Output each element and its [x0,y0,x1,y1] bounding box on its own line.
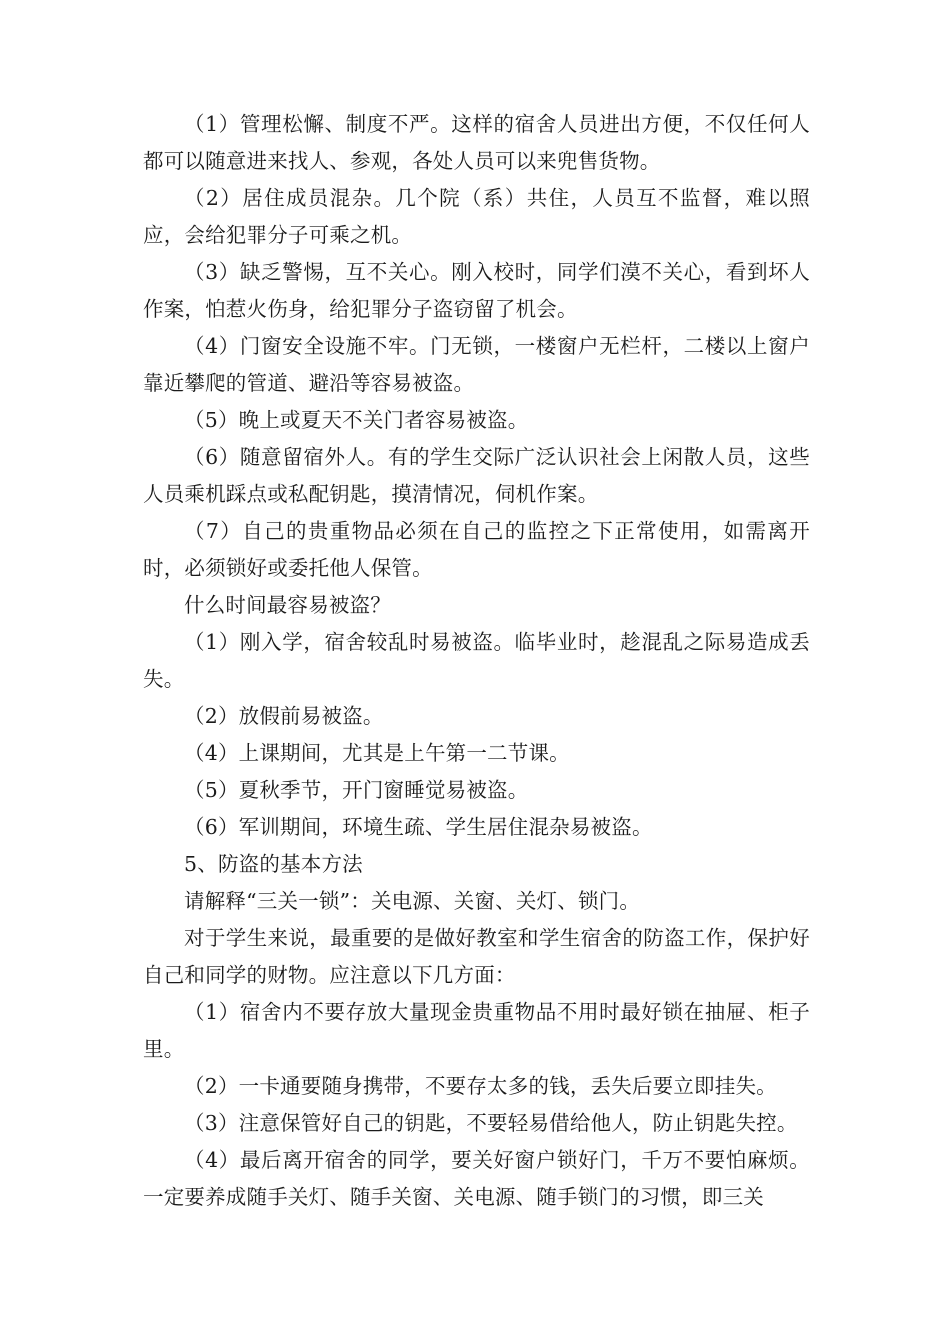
document-body [143,106,810,1216]
paragraph: （2）居住成员混杂。几个院（系）共住，人员互不监督，难以照应，会给犯罪分子可乘之机。 [143,186,810,247]
paragraph: （1）刚入学，宿舍较乱时易被盗。临毕业时，趁混乱之际易造成丢失。 [143,630,810,691]
paragraph: （7）自己的贵重物品必须在自己的监控之下正常使用，如需离开时，必须锁好或委托他人保管。 [143,519,810,580]
paragraph: （6）军训期间，环境生疏、学生居住混杂易被盗。 [184,815,653,839]
paragraph: 请解释“三关一锁”：关电源、关窗、关灯、锁门。 [184,889,641,913]
paragraph: （2）一卡通要随身携带，不要存太多的钱，丢失后要立即挂失。 [184,1074,777,1098]
paragraph: （1）宿舍内不要存放大量现金贵重物品不用时最好锁在抽屉、柜子里。 [143,1000,810,1061]
paragraph: （3）注意保管好自己的钥匙，不要轻易借给他人，防止钥匙失控。 [184,1111,798,1135]
section-question: 什么时间最容易被盗？ [184,593,391,617]
paragraph: 对于学生来说，最重要的是做好教室和学生宿舍的防盗工作，保护好自己和同学的财物。应注意以下几方面： [143,926,810,987]
paragraph: （2）放假前易被盗。 [184,704,384,728]
paragraph: （4）门窗安全设施不牢。门无锁，一楼窗户无栏杆，二楼以上窗户靠近攀爬的管道、避沿等容易被盗。 [143,334,810,395]
paragraph: （6）随意留宿外人。有的学生交际广泛认识社会上闲散人员，这些人员乘机踩点或私配钥匙，摸清情况，伺机作案。 [143,445,810,506]
paragraph: （5）夏秋季节，开门窗睡觉易被盗。 [184,778,529,802]
paragraph: （4）最后离开宿舍的同学，要关好窗户锁好门，千万不要怕麻烦。一定要养成随手关灯、随手关窗、关电源、随手锁门的习惯，即三关 [143,1148,810,1209]
section-heading: 5、防盗的基本方法 [184,852,363,876]
paragraph: （1）管理松懈、制度不严。这样的宿舍人员进出方便，不仅任何人都可以随意进来找人、参观，各处人员可以来兜售货物。 [143,112,810,173]
paragraph: （3）缺乏警惕，互不关心。刚入校时，同学们漠不关心，看到坏人作案，怕惹火伤身，给犯罪分子盗窃留了机会。 [143,260,810,321]
paragraph: （4）上课期间，尤其是上午第一二节课。 [184,741,570,765]
paragraph: （5）晚上或夏天不关门者容易被盗。 [184,408,529,432]
